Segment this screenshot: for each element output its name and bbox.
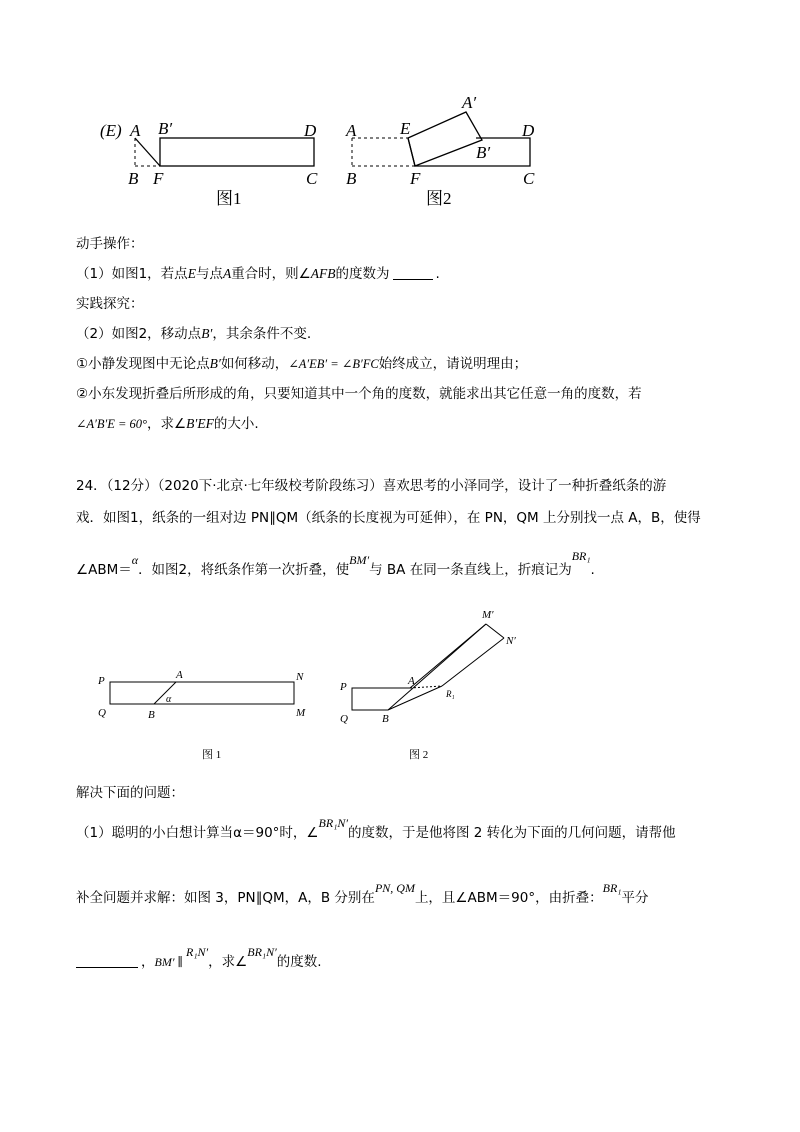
fig1-label-a: A: [130, 121, 141, 140]
svg-text:A: A: [176, 669, 183, 681]
svg-text:Q: Q: [340, 713, 348, 725]
svg-text:B: B: [382, 713, 389, 725]
q24-figures: [90, 600, 530, 770]
fig2-label-a: A: [346, 121, 357, 140]
fig1-label-d: D: [304, 121, 317, 140]
q24-figure-1: [97, 669, 306, 761]
fig1-label-c: C: [306, 169, 318, 188]
svg-text:N′: N′: [506, 635, 516, 647]
q24-line2: 戏．如图1，纸条的一组对边 PN∥QM（纸条的长度视为可延伸），在 PN，QM 上分别找一点 A，B，使得: [76, 510, 701, 526]
q23-part3: ①小静发现图中无论点B′如何移动，∠A′EB′ = ∠B′FC始终成立，请说明理由；: [76, 356, 528, 372]
q24-line3: ∠ABM＝α．如图2，将纸条作第一次折叠，使BM′与 BA 在同一条直线上，折痕记为BR₁.: [76, 549, 595, 578]
q23-part5: ∠A′B′E = 60°，求∠B′EF的大小.: [76, 416, 259, 432]
fig2-label-c: C: [523, 169, 535, 188]
q24-s1: （1）聪明的小白想计算当α＝90°时，∠BR₁N′的度数，于是他将图 2 转化为下面的几何问题，请帮他: [76, 816, 676, 841]
fig2-label-b1: B′: [476, 143, 491, 162]
fig1-caption: 图1: [216, 189, 242, 208]
fig1-label-b: B: [128, 169, 139, 188]
q23-explore: 实践探究：: [76, 296, 144, 312]
fig2-label-e: E: [400, 119, 411, 138]
q24-s3: ，BM′ ∥R₁N′，求∠BR₁N′的度数.: [76, 952, 322, 972]
q24-fig2-caption: 图 2: [409, 749, 429, 761]
q24-solve: 解决下面的问题：: [76, 785, 184, 801]
q24-s2: 补全问题并求解：如图 3，PN∥QM，A，B 分别在PN, QM上，且∠ABM＝90°，由折叠：BR₁平分: [76, 881, 649, 906]
q23-part4: ②小东发现折叠后所形成的角，只要知道其中一个角的度数，就能求出其它任意一角的度数，若: [76, 386, 642, 402]
q23-hands-on: 动手操作：: [76, 236, 144, 252]
svg-text:M: M: [296, 707, 306, 719]
svg-text:R₁: R₁: [446, 689, 455, 699]
fig1-label-b1: B′: [158, 119, 173, 138]
svg-text:P: P: [340, 681, 347, 693]
svg-text:A: A: [408, 675, 415, 687]
q24-fig1-caption: 图 1: [202, 749, 222, 761]
q23-part1: （1）如图1，若点E与点A重合时，则∠AFB的度数为 .: [76, 266, 440, 282]
figure-2: [345, 93, 535, 208]
svg-text:N: N: [296, 671, 304, 683]
answer-blank-2[interactable]: [76, 953, 138, 968]
svg-text:Q: Q: [98, 707, 106, 719]
svg-text:M′: M′: [482, 609, 494, 621]
q23-part2: （2）如图2，移动点B′，其余条件不变.: [76, 326, 312, 342]
fig1-label-f: F: [153, 169, 164, 188]
fig2-label-a1: A′: [462, 93, 477, 112]
svg-text:P: P: [98, 675, 105, 687]
svg-text:B: B: [148, 709, 155, 721]
fig2-label-f: F: [410, 169, 421, 188]
q24-figure-2: [339, 609, 516, 761]
top-figures: [90, 90, 560, 215]
figure-1: [100, 119, 318, 208]
answer-blank-1[interactable]: [393, 265, 433, 280]
fig1-label-e: (E): [100, 121, 122, 140]
svg-text:α: α: [166, 694, 172, 705]
fig2-caption: 图2: [426, 189, 452, 208]
fig2-label-d: D: [522, 121, 535, 140]
q24-line1: 24．（12分）（2020下·北京·七年级校考阶段练习）喜欢思考的小泽同学，设计了一种折叠纸条的游: [76, 478, 667, 494]
fig2-label-b: B: [346, 169, 357, 188]
